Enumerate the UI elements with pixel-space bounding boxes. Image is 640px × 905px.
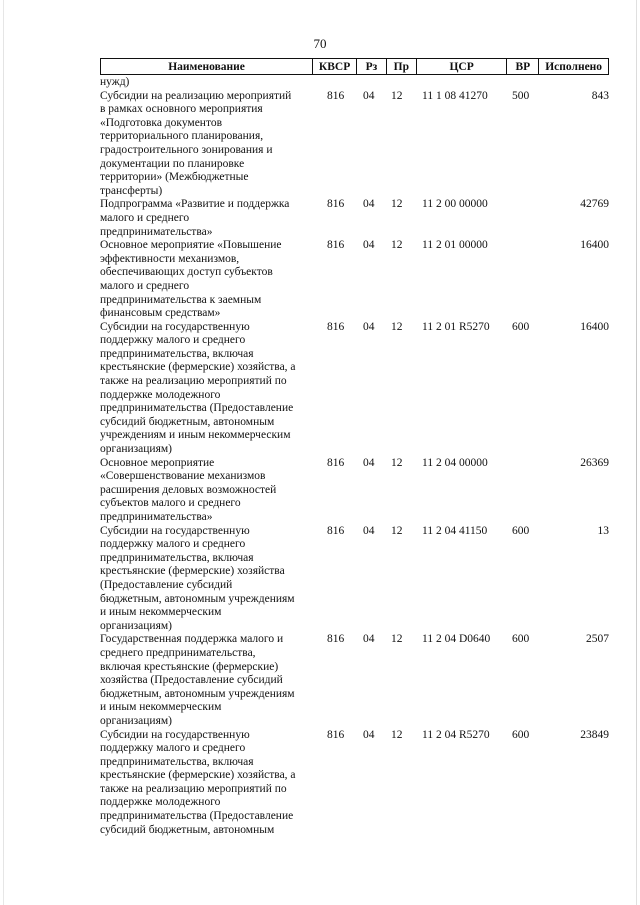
table-row (100, 321, 609, 457)
cell-vr: 600 (512, 728, 530, 741)
cell-name: Субсидии на реализацию мероприятий в рамках основного мероприятия «Подготовка документов территориального планирования, градостроительного зонирования и документации по планировке территории» (Межбюджетные трансферты) (100, 89, 292, 197)
cell-rz: 04 (363, 320, 375, 333)
cell-name: Основное мероприятие «Совершенствование механизмов расширения деловых возможностей субъектов малого и среднего предпринимательства» (100, 456, 277, 523)
header-name: Наименование (101, 59, 313, 74)
header-pr: Пр (387, 59, 417, 74)
table-row (100, 90, 609, 199)
cell-rz: 04 (363, 728, 375, 741)
cell-kvsr (313, 76, 357, 90)
cell-pr: 12 (391, 633, 403, 646)
cell-csr (417, 76, 508, 90)
cell-isp: 16400 (580, 239, 609, 252)
cell-isp: 23849 (580, 728, 609, 741)
cell-isp (540, 76, 609, 90)
cell-kvsr: 816 (327, 320, 345, 333)
cell-csr: 11 2 04 D0640 (422, 633, 491, 646)
cell-kvsr: 816 (327, 89, 345, 102)
cell-name: Субсидии на государственную поддержку малого и среднего предпринимательства, включая крестьянские (фермерские) хозяйства (Предоставление субсидий бюджетным, автономным учреждениям и иным некоммерческим организациям) (100, 524, 295, 632)
cell-isp: 13 (597, 524, 609, 537)
table-row (100, 525, 609, 634)
cell-rz: 04 (363, 198, 375, 211)
cell-rz: 04 (363, 633, 375, 646)
cell-rz: 04 (363, 456, 375, 469)
cell-isp: 843 (591, 89, 609, 102)
cell-kvsr: 816 (327, 239, 345, 252)
cell-isp: 26369 (580, 456, 609, 469)
cell-kvsr: 816 (327, 456, 345, 469)
cell-vr: 600 (512, 524, 530, 537)
cell-rz: 04 (363, 524, 375, 537)
cell-pr: 12 (391, 198, 403, 211)
scan-edge-right (636, 0, 637, 905)
header-vr: ВР (507, 59, 539, 74)
cell-kvsr: 816 (327, 524, 345, 537)
cell-isp: 16400 (580, 320, 609, 333)
cell-pr: 12 (391, 89, 403, 102)
cell-name: Субсидии на государственную поддержку малого и среднего предпринимательства, включая крестьянские (фермерские) хозяйства, а также на реализацию мероприятий по поддержке молодежного предпринимательства (Предоставление субсидий бюджетным, автономным (100, 728, 296, 836)
cell-pr (387, 76, 417, 90)
cell-vr (508, 76, 540, 90)
cell-vr (508, 239, 540, 321)
table-header (100, 58, 609, 75)
cell-name: Основное мероприятие «Повышение эффективности механизмов, обеспечивающих доступ субъектов малого и среднего предпринимательства к заемным финансовым средствам» (100, 239, 282, 320)
cell-csr: 11 1 08 41270 (422, 89, 488, 102)
cell-vr: 600 (512, 320, 530, 333)
header-kvsr: КВСР (313, 59, 357, 74)
cell-name: Субсидии на государственную поддержку малого и среднего предпринимательства, включая крестьянские (фермерские) хозяйства, а также на реализацию мероприятий по поддержке молодежного предпринимательства (Предоставление субсидий бюджетным, автономным учреждениям и иным некоммерческим организациям) (100, 320, 296, 456)
cell-pr: 12 (391, 524, 403, 537)
cell-rz: 04 (363, 89, 375, 102)
table-row (100, 457, 609, 525)
table-row (100, 239, 609, 321)
cell-rz: 04 (363, 239, 375, 252)
cell-vr (508, 457, 540, 525)
header-csr: ЦСР (417, 59, 508, 74)
cell-vr (508, 198, 540, 239)
cell-kvsr: 816 (327, 728, 345, 741)
table-row (100, 198, 609, 239)
cell-csr: 11 2 00 00000 (422, 198, 488, 211)
budget-table (100, 58, 609, 837)
cell-csr: 11 2 04 41150 (422, 524, 488, 537)
table-row (100, 76, 609, 90)
cell-csr: 11 2 01 R5270 (422, 320, 490, 333)
table-row (100, 729, 609, 838)
cell-isp: 2507 (586, 633, 609, 646)
cell-pr: 12 (391, 456, 403, 469)
cell-kvsr: 816 (327, 198, 345, 211)
cell-pr: 12 (391, 320, 403, 333)
cell-name: Подпрограмма «Развитие и поддержка малого и среднего предпринимательства» (100, 198, 290, 238)
cell-vr: 500 (512, 89, 530, 102)
header-rz: Рз (357, 59, 387, 74)
cell-pr: 12 (391, 728, 403, 741)
header-isp: Исполнено (545, 60, 603, 73)
cell-rz (357, 76, 387, 90)
scan-edge-left (3, 0, 4, 905)
table-row (100, 633, 609, 728)
cell-csr: 11 2 01 00000 (422, 239, 488, 252)
cell-isp: 42769 (580, 198, 609, 211)
table-body (100, 76, 609, 837)
cell-vr: 600 (512, 633, 530, 646)
cell-kvsr: 816 (327, 633, 345, 646)
page-number: 70 (313, 36, 327, 51)
cell-csr: 11 2 04 R5270 (422, 728, 490, 741)
cell-name: нужд) (100, 76, 130, 88)
cell-pr: 12 (391, 239, 403, 252)
cell-name: Государственная поддержка малого и среднего предпринимательства, включая крестьянские (фермерские) хозяйства (Предоставление субсидий бюджетным, автономным учреждениям и иным некоммерческим организациям) (100, 633, 295, 727)
cell-csr: 11 2 04 00000 (422, 456, 488, 469)
